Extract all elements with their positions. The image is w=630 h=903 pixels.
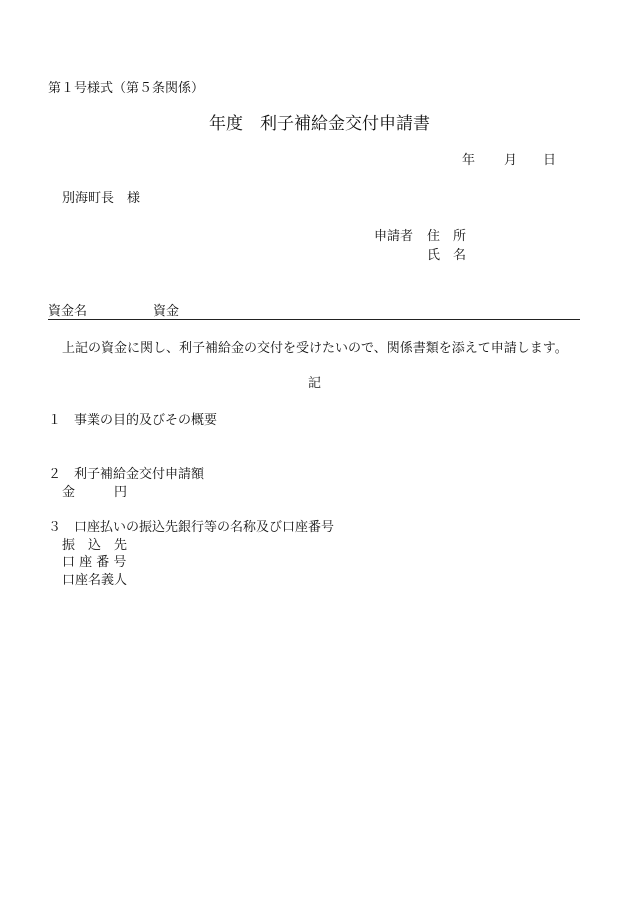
bank-account-holder-label: 口座名義人 — [62, 573, 128, 588]
date-month-label: 月 — [504, 153, 518, 168]
ki-heading: 記 — [308, 376, 322, 391]
section-3-number: ３ — [48, 520, 62, 535]
amount-prefix: 金 — [62, 485, 76, 500]
bank-account-number-label: 口 座 番 号 — [62, 555, 127, 570]
document-title: 年度 利子補給金交付申請書 — [209, 114, 430, 134]
section-2-title: 利子補給金交付申請額 — [74, 467, 205, 482]
form-number: 第１号様式（第５条関係） — [48, 81, 205, 96]
applicant-address-label: 住 所 — [427, 229, 467, 244]
date-day-label: 日 — [543, 153, 557, 168]
fund-name-underline — [48, 319, 580, 320]
addressee: 別海町長 様 — [62, 191, 141, 206]
section-1-title: 事業の目的及びその概要 — [74, 413, 218, 428]
amount-suffix: 円 — [114, 485, 128, 500]
body-text: 上記の資金に関し、利子補給金の交付を受けたいので、関係書類を添えて申請します。 — [62, 341, 568, 356]
section-3-title: 口座払いの振込先銀行等の名称及び口座番号 — [74, 520, 335, 535]
applicant-label: 申請者 — [374, 229, 414, 244]
section-2-number: ２ — [48, 467, 62, 482]
date-year-label: 年 — [462, 153, 476, 168]
fund-name-label: 資金名 — [48, 304, 88, 319]
applicant-name-label: 氏 名 — [427, 248, 467, 263]
bank-destination-label: 振 込 先 — [62, 538, 128, 553]
section-1-number: １ — [48, 413, 62, 428]
fund-suffix: 資金 — [153, 304, 180, 319]
